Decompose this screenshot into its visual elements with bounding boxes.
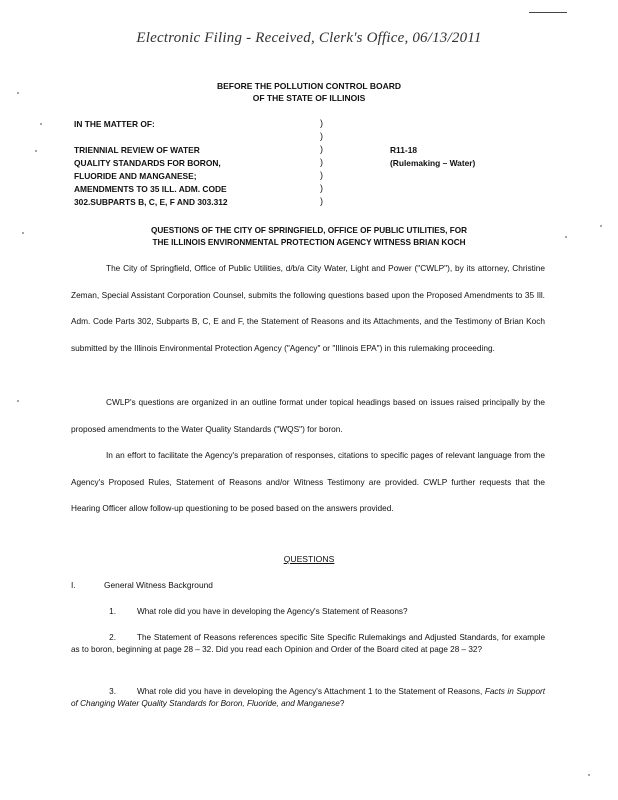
caption-paren: ) <box>320 157 323 167</box>
scan-mark <box>529 12 567 13</box>
question-text: What role did you have in developing the Agency's Attachment 1 to the Statement of Reasons, <box>137 687 485 696</box>
question-text: What role did you have in developing the Agency's Statement of Reasons? <box>137 607 408 616</box>
scan-speck <box>40 123 42 125</box>
caption-paren: ) <box>320 170 323 180</box>
scan-speck <box>35 150 37 152</box>
scan-speck <box>17 400 19 402</box>
caption-line: FLUORIDE AND MANGANESE; <box>74 171 197 181</box>
outline-paragraph: CWLP's questions are organized in an outline format under topical headings based on issues raised principally by the proposed amendments to the Water Quality Standards ("WQS") for boron. <box>71 397 545 434</box>
filing-stamp: Electronic Filing - Received, Clerk's Office, 06/13/2011 <box>136 30 482 46</box>
proceeding-type: (Rulemaking – Water) <box>390 158 476 168</box>
caption-paren: ) <box>320 118 323 128</box>
question-number: 1. <box>109 607 116 616</box>
question-number: 3. <box>109 687 116 696</box>
question-number: 2. <box>109 633 116 642</box>
board-heading-line1: BEFORE THE POLLUTION CONTROL BOARD <box>216 81 401 91</box>
question-text: The Statement of Reasons references specific Site Specific Rulemakings and Adjusted Standards, for example as to boron, beginning at page 28 – 32. Did you read each Opinion and Order of the Board cited at page 28 – 32? <box>71 633 545 654</box>
caption-paren: ) <box>320 196 323 206</box>
question-text-title: Facts in Support of Changing Water Quality Standards for Boron, Fluoride, and Manganese <box>71 687 545 708</box>
questions-heading: QUESTIONS <box>283 554 335 564</box>
question-text-end: ? <box>339 698 345 708</box>
scan-speck <box>588 774 590 776</box>
caption-line: QUALITY STANDARDS FOR BORON, <box>74 158 221 168</box>
scan-speck <box>565 236 567 238</box>
scan-speck <box>17 92 19 94</box>
question-item <box>71 686 545 709</box>
caption-paren: ) <box>320 144 323 154</box>
in-the-matter-label: IN THE MATTER OF: <box>74 119 155 129</box>
caption-line: TRIENNIAL REVIEW OF WATER <box>74 145 200 155</box>
citation-paragraph: In an effort to facilitate the Agency's preparation of responses, citations to specific pages of relevant language from the Agency's Proposed Rules, Statement of Reasons and/or Witness Testimony are provided. CWLP further requests that the Hearing Officer allow follow-up questioning to be posed based on the answers provided. <box>71 450 545 514</box>
question-item <box>71 632 545 655</box>
document-title-line2: THE ILLINOIS ENVIRONMENTAL PROTECTION AGENCY WITNESS BRIAN KOCH <box>152 238 466 247</box>
intro-paragraph: The City of Springfield, Office of Public Utilities, d/b/a City Water, Light and Power ("CWLP"), by its attorney, Christine Zeman, Special Assistant Corporation Counsel, submits the following questions based upon the Proposed Amendments to 35 Ill. Adm. Code Parts 302, Subparts B, C, E and F, the Statement of Reasons and its Attachments, and the Testimony of Brian Koch submitted by the Illinois Environmental Protection Agency ("Agency" or "Illinois EPA") in this rulemaking proceeding. <box>71 263 545 354</box>
section-number: I. <box>71 580 76 590</box>
docket-number: R11-18 <box>390 145 418 155</box>
scan-speck <box>22 232 24 234</box>
document-title-line1: QUESTIONS OF THE CITY OF SPRINGFIELD, OFFICE OF PUBLIC UTILITIES, FOR <box>151 226 467 235</box>
section-title: General Witness Background <box>104 580 213 590</box>
board-heading-line2: OF THE STATE OF ILLINOIS <box>252 93 366 103</box>
question-item <box>71 606 545 618</box>
caption-paren: ) <box>320 131 323 141</box>
caption-paren: ) <box>320 183 323 193</box>
caption-line: 302.SUBPARTS B, C, E, F AND 303.312 <box>74 197 228 207</box>
scan-speck <box>600 225 602 227</box>
caption-line: AMENDMENTS TO 35 ILL. ADM. CODE <box>74 184 227 194</box>
